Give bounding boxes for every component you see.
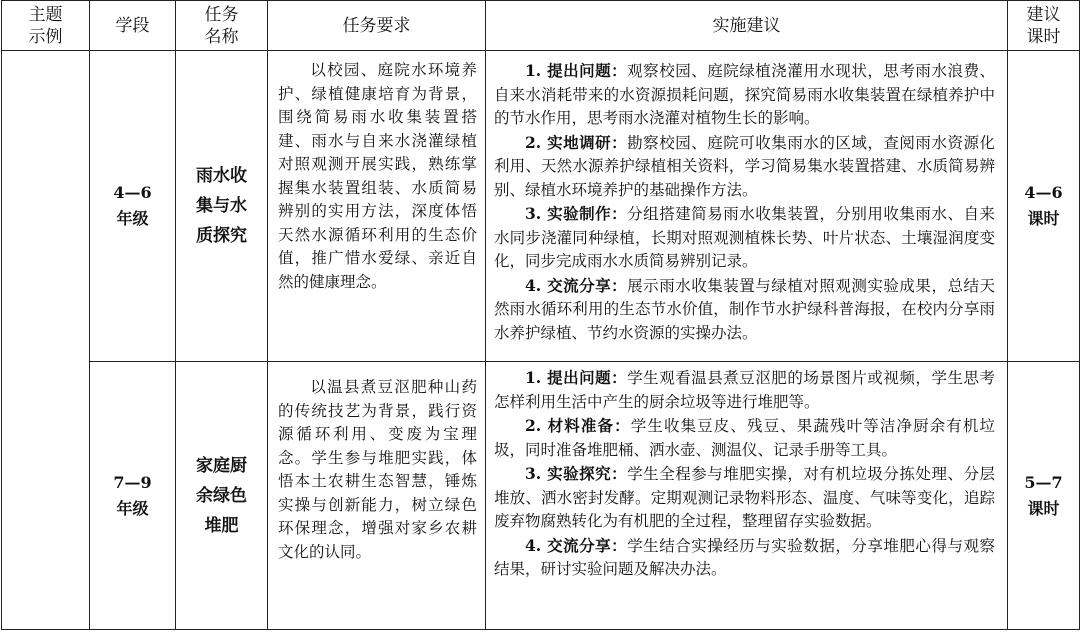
requirement-cell [268,362,486,630]
hours-unit: 课时 [1027,498,1060,518]
step-item [494,59,995,131]
step-item [494,534,995,582]
step-label: 1. 提出问题： [525,368,628,387]
header-requirement: 任务要求 [268,1,486,51]
stage-range: 7—9 [113,472,152,492]
task-name-line: 余绿色 [196,485,247,506]
requirement-text: 以校园、庭院水环境养护、绿植健康培育为背景，围绕简易雨水收集装置搭建、雨水与自来水浇灌绿植对照观测开展实践，熟练掌握集水装置组装、水质简易辨别的实用方法，深度体悟天然水源循环利用的生态价值，推广惜水爱绿、亲近自然的健康理念。 [278,61,477,291]
table-row [2,362,1080,630]
step-text: 观察校园、庭院绿植浇灌用水现状，思考雨水浪费、自来水消耗带来的水资源损耗问题，探究简易雨水收集装置在绿植养护中的节水作用，思考雨水浇灌对植物生长的影响。 [494,62,995,127]
header-hours: 建议课时 [1008,1,1080,51]
step-item [494,131,995,203]
step-item [494,202,995,274]
requirement-text: 以温县煮豆沤肥种山药的传统技艺为背景，践行资源循环利用、变废为宝理念。学生参与堆肥实践，体悟本土农耕生态智慧，锤炼实操与创新能力，树立绿色环保理念，增强对家乡农耕文化的认同。 [278,378,477,561]
stage-unit: 年级 [116,209,149,228]
step-text: 学生全程参与堆肥实操，对有机垃圾分拣处理、分层堆放、洒水密封发酵。定期观测记录物料形态、温度、气味等变化，追踪废弃物腐熟转化为有机肥的全过程，整理留存实验数据。 [494,465,995,530]
step-text: 学生收集豆皮、残豆、果蔬残叶等洁净厨余有机垃圾，同时准备堆肥桶、洒水壶、测温仪、记录手册等工具。 [494,417,995,459]
step-label: 3. 实验探究： [525,464,628,483]
hours-unit: 课时 [1027,209,1060,228]
header-stage: 学段 [90,1,176,51]
step-text: 学生结合实操经历与实验数据，分享堆肥心得与观察结果，研讨实验问题及解决办法。 [494,536,995,578]
step-item [494,414,995,462]
step-label: 2. 实地调研： [525,132,628,152]
step-label: 4. 交流分享： [525,535,628,555]
hours-range: 4—6 [1024,183,1063,202]
step-text: 学生观看温县煮豆沤肥的场景图片或视频，学生思考怎样利用生活中产生的厨余垃圾等进行堆肥等。 [494,369,995,411]
stage-range: 4—6 [113,183,152,202]
suggestion-cell [486,362,1008,630]
suggestion-cell [486,51,1008,362]
header-name: 任务名称 [176,1,268,51]
table-row [2,51,1080,362]
step-label: 3. 实验制作： [525,204,628,223]
task-name-line: 质探究 [196,226,247,246]
step-item [494,366,995,414]
step-item [494,462,995,534]
stage-cell [90,51,176,362]
table-header-row [2,1,1080,51]
task-name-cell [176,362,268,630]
task-name-line: 雨水收 [196,166,247,186]
task-name-line: 集与水 [196,196,247,216]
step-text: 展示雨水收集装置与绿植对照观测实验成果，总结天然雨水循环利用的生态节水价值，制作节水护绿科普海报，在校内分享雨水养护绿植、节约水资源的实操办法。 [494,276,995,342]
step-item [494,274,995,346]
stage-unit: 年级 [116,498,149,518]
step-label: 4. 交流分享： [525,275,628,295]
hours-cell [1008,362,1080,630]
task-table [1,0,1080,630]
theme-cell [2,51,90,630]
task-name-line: 家庭厨 [196,455,247,476]
stage-cell [90,362,176,630]
step-label: 1. 提出问题： [525,61,628,80]
header-suggestion: 实施建议 [486,1,1008,51]
task-name-cell [176,51,268,362]
step-text: 勘察校园、庭院可收集雨水的区域，查阅雨水资源化利用、天然水源养护绿植相关资料，学习简易集水装置搭建、水质简易辨别、绿植水环境养护的基础操作方法。 [494,133,995,199]
step-text: 分组搭建简易雨水收集装置，分别用收集雨水、自来水同步浇灌同种绿植，长期对照观测植株长势、叶片状态、土壤湿润度变化，同步完成雨水水质简易辨别记录。 [494,205,995,270]
header-theme: 主题示例 [2,1,90,51]
step-label: 2. 材料准备： [525,416,631,435]
hours-cell [1008,51,1080,362]
task-name-line: 堆肥 [204,515,239,536]
hours-range: 5—7 [1024,472,1063,492]
requirement-cell [268,51,486,362]
